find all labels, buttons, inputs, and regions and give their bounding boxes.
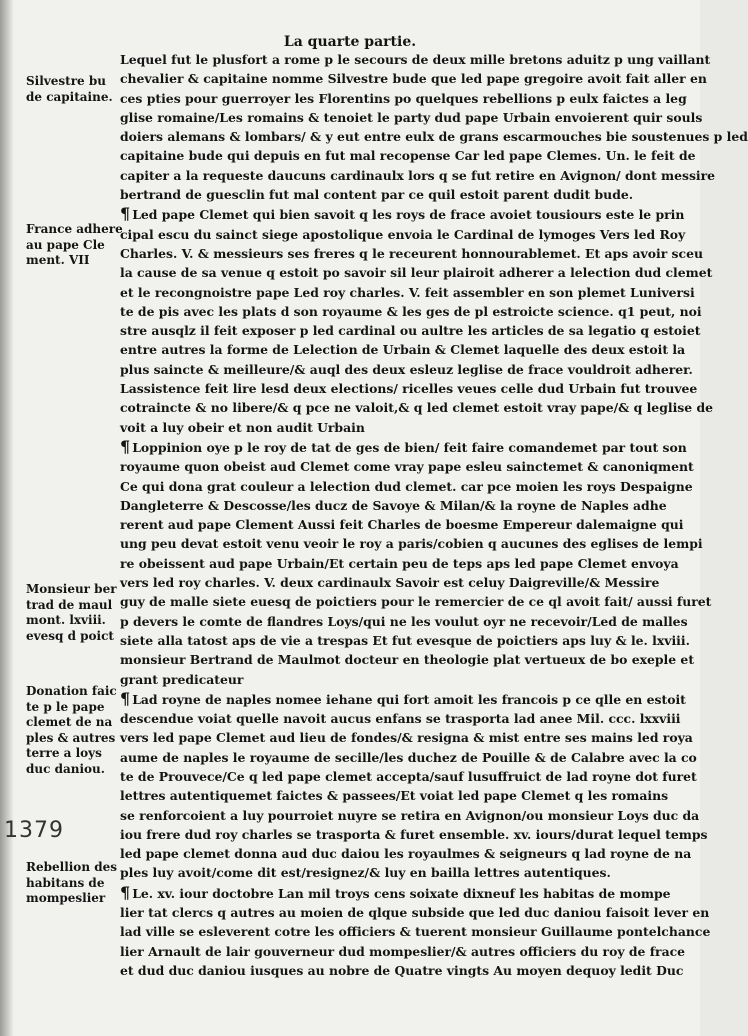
- margin-note-donation: [26, 684, 118, 777]
- paragraph: [120, 436, 712, 689]
- text-line: chevalier & capitaine nomme Silvestre bude que led pape gregoire avoit fait aller en: [120, 71, 707, 87]
- text-line: bertrand de guesclin fut mal content par ce quil estoit parent dudit bude.: [120, 187, 634, 203]
- text-line: p devers le comte de flandres Loys/qui ne les voulut oyr ne recevoir/Led de malles: [120, 613, 688, 629]
- text-line: voit a luy obeir et non audit Urbain: [120, 419, 365, 435]
- text-line: monsieur Bertrand de Maulmot docteur en theologie plat vertueux de bo exeple et: [120, 652, 695, 668]
- text-line: se renforcoient a luy pourroiet nuyre se retira en Avignon/ou monsieur Loys duc da: [120, 807, 700, 823]
- text-line: glise romaine/Les romains & tenoiet le party dud pape Urbain envoierent quir souls: [120, 109, 703, 125]
- text-line: et dud duc daniou iusques au nobre de Quatre vingts Au moyen dequoy ledit Duc: [120, 962, 684, 978]
- text-line-content: Loppinion oye p le roy de tat de ges de bien/ feit faire comandemet par tout son: [132, 439, 687, 455]
- paragraph: [120, 204, 713, 437]
- handwritten-number: 1379: [4, 818, 64, 843]
- text-line: capiter a la requeste daucuns cardinaulx lors q se fut retire en Avignon/ dont messire: [120, 167, 716, 183]
- pilcrow-icon: ¶: [120, 204, 131, 224]
- text-line: [120, 436, 687, 457]
- margin-line: Silvestre bu: [26, 74, 106, 88]
- text-line: iou frere dud roy charles se trasporta & furet ensemble. xv. iours/durat lequel temps: [120, 826, 708, 842]
- text-line-content: Lad royne de naples nomee iehane qui fort amoit les francois p ce qlle en estoit: [132, 691, 686, 707]
- margin-line: habitans de: [26, 875, 105, 890]
- text-line: Dangleterre & Descosse/les ducz de Savoye & Milan/& la royne de Naples adhe: [120, 497, 667, 513]
- text-line: Charles. V. & messieurs ses freres q le receurent honnourablemet. Et aps avoir sceu: [120, 245, 703, 261]
- margin-line: de capitaine.: [26, 89, 113, 104]
- text-line: te de Prouvece/Ce q led pape clemet accepta/sauf lusuffruict de lad royne dot furet: [120, 768, 697, 784]
- margin-note-silvestre: [26, 74, 118, 105]
- text-line-content: Le. xv. iour doctobre Lan mil troys cens soixate dixneuf les habitas de mompe: [132, 885, 671, 901]
- margin-note-rebellion: [26, 860, 118, 907]
- text-line: et le recongnoistre pape Led roy charles. V. feit assembler en son plemet Luniversi: [120, 284, 695, 300]
- margin-note-bertrand: [26, 582, 118, 644]
- text-line: lad ville se esleverent cotre les officiers & tuerent monsieur Guillaume pontelchance: [120, 924, 711, 940]
- text-line: led pape clemet donna aud duc daiou les royaulmes & seigneurs q lad royne de na: [120, 846, 692, 862]
- text-line: cipal escu du sainct siege apostolique envoia le Cardinal de lymoges Vers led Roy: [120, 226, 686, 242]
- text-line: lier tat clercs q autres au moien de qlque subside que led duc daniou faisoit lever en: [120, 905, 710, 921]
- text-line: capitaine bude qui depuis en fut mal recopense Car led pape Clemes. Un. le feit de: [120, 148, 696, 164]
- margin-note-france: [26, 222, 123, 269]
- page-header: La quarte partie.: [283, 34, 417, 50]
- margin-line: France adhere: [26, 222, 123, 236]
- text-line: te de pis avec les plats d son royaume & les ges de pl estroicte science. q1 peut, noi: [120, 303, 702, 319]
- text-line: cotraincte & no libere/& q pce ne valoit,& q led clemet estoit vray pape/& q leglise de: [120, 400, 713, 416]
- text-line: [120, 204, 685, 224]
- margin-line: ment. VII: [26, 253, 90, 267]
- margin-line: Rebellion des: [26, 860, 117, 874]
- text-line: [120, 688, 686, 709]
- margin-line: terre a loys: [26, 746, 102, 760]
- margin-line: clemet de na: [26, 715, 113, 729]
- margin-line: Monsieur ber: [26, 582, 117, 596]
- text-line: grant predicateur: [120, 671, 244, 687]
- margin-line: evesq d poict: [26, 628, 114, 643]
- text-line: [120, 882, 671, 903]
- text-line: guy de malle siete euesq de poictiers pour le remercier de ce ql avoit fait/ aussi furet: [120, 594, 712, 610]
- pilcrow-icon: ¶: [120, 688, 131, 708]
- page-gutter-shadow: [0, 0, 14, 1036]
- text-line: ung peu devat estoit venu veoir le roy a paris/cobien q aucunes des eglises de lempi: [120, 536, 703, 552]
- text-line: doiers alemans & lombars/ & y eut entre eulx de grans escarmouches bie soustenues p led: [120, 129, 748, 145]
- text-line: entre autres la forme de Lelection de Urbain & Clemet laquelle des deux estoit la: [120, 342, 686, 358]
- text-line: ples luy avoit/come dit est/resignez/& luy en bailla lettres autentiques.: [120, 865, 611, 881]
- margin-line: trad de maul: [26, 597, 113, 612]
- text-line: Lassistence feit lire lesd deux elections/ ricelles veues celle dud Urbain fut trouvee: [120, 381, 698, 397]
- margin-line: mompeslier: [26, 891, 106, 905]
- margin-line: te p le pape: [26, 699, 105, 714]
- body-text: [120, 50, 748, 980]
- pilcrow-icon: ¶: [120, 436, 131, 456]
- paragraph: [120, 882, 711, 980]
- pilcrow-icon: ¶: [120, 882, 131, 902]
- text-line: plus saincte & meilleure/& auql des deux esleuz leglise de frace vouldroit adherer.: [120, 361, 693, 377]
- text-line-content: Led pape Clemet qui bien savoit q les roys de frace avoiet tousiours este le prin: [132, 207, 685, 223]
- paragraph: [120, 688, 708, 883]
- margin-line: mont. lxviii.: [26, 613, 106, 627]
- paragraph: [120, 50, 748, 204]
- text-line: aume de naples le royaume de secille/les duchez de Pouille & de Calabre avec la co: [120, 749, 697, 765]
- text-line: la cause de sa venue q estoit po savoir sil leur plairoit adherer a lelection dud clemet: [120, 265, 713, 281]
- text-line: royaume quon obeist aud Clemet come vray pape esleu sainctemet & canoniqment: [120, 459, 694, 475]
- text-line: lier Arnault de lair gouverneur dud mompeslier/& autres officiers du roy de frace: [120, 943, 686, 959]
- text-line: siete alla tatost aps de vie a trespas Et fut evesque de poictiers aps luy & le. lxviii.: [120, 632, 690, 648]
- text-line: descendue voiat quelle navoit aucus enfans se trasporta lad anee Mil. ccc. lxxviii: [120, 711, 681, 727]
- text-line: ces pties pour guerroyer les Florentins po quelques rebellions p eulx faictes a leg: [120, 90, 687, 106]
- margin-line: duc daniou.: [26, 761, 105, 776]
- margin-line: ples & autres: [26, 730, 116, 745]
- text-line: Lequel fut le plusfort a rome p le secours de deux mille bretons aduitz p ung vaillant: [120, 52, 711, 67]
- text-line: vers led roy charles. V. deux cardinaulx Savoir est celuy Daigreville/& Messire: [120, 575, 660, 591]
- text-line: Ce qui dona grat couleur a lelection dud clemet. car pce moien les roys Despaigne: [120, 478, 693, 494]
- text-line: re obeissent aud pape Urbain/Et certain peu de teps aps led pape Clemet envoya: [120, 555, 679, 571]
- text-line: stre ausqlz il feit exposer p led cardinal ou aultre les articles de sa legatio q estoiet: [120, 323, 701, 339]
- text-line: vers led pape Clemet aud lieu de fondes/& resigna & mist entre ses mains led roya: [120, 730, 693, 746]
- margin-line: Donation faic: [26, 684, 117, 698]
- text-line: rerent aud pape Clement Aussi feit Charles de boesme Empereur dalemaigne qui: [120, 517, 684, 533]
- text-line: lettres autentiquemet faictes & passees/Et voiat led pape Clemet q les romains: [120, 788, 669, 804]
- margin-line: au pape Cle: [26, 237, 105, 252]
